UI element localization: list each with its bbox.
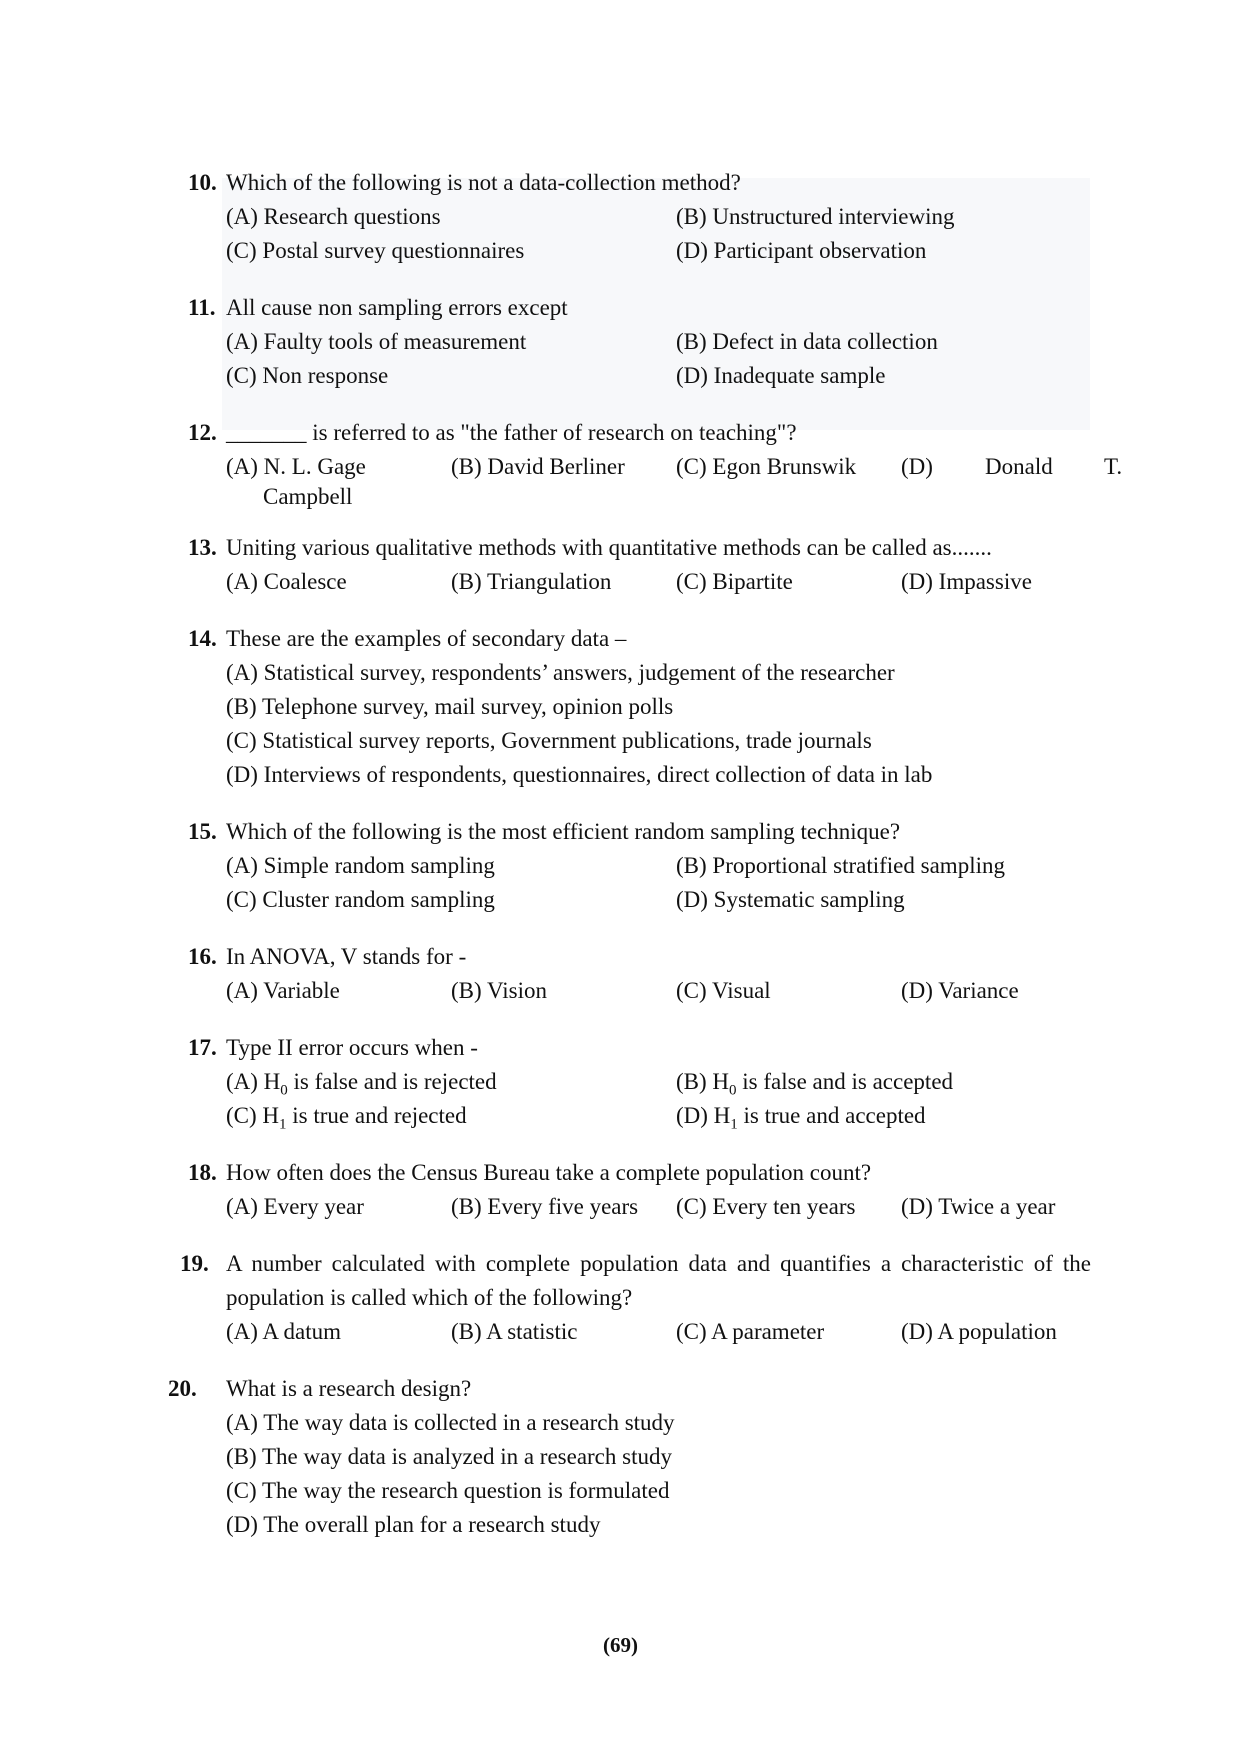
option-d: (D) Interviews of respondents, questionnaires, direct collection of data in lab (226, 762, 933, 787)
option-c: (C) Bipartite (676, 569, 793, 594)
option-c: (C) Statistical survey reports, Government publications, trade journals (226, 728, 872, 753)
question-number: 19. (180, 1251, 209, 1276)
option-d-label: (D) (901, 454, 933, 479)
option-a: (A) Coalesce (226, 569, 347, 594)
option-c: (C) A parameter (676, 1319, 825, 1344)
question-16 (0, 940, 1241, 1008)
question-page (0, 166, 1241, 1565)
option-d: (D) Impassive (901, 569, 1032, 594)
option-d: (D) Twice a year (901, 1194, 1056, 1219)
option-a: (A) $H_0$ is false and is rejected (226, 1069, 497, 1099)
option-d: (D) Variance (901, 978, 1019, 1003)
question-stem: How often does the Census Bureau take a complete population count? (226, 1160, 872, 1185)
question-13 (0, 531, 1241, 599)
option-b: (B) Telephone survey, mail survey, opinion polls (226, 694, 674, 719)
option-c: (C) Egon Brunswik (676, 454, 857, 479)
question-stem: Type II error occurs when - (226, 1035, 478, 1060)
question-number: 15. (188, 819, 217, 844)
question-number: 14. (188, 626, 217, 651)
option-c: (C) Visual (676, 978, 771, 1003)
question-14 (0, 622, 1241, 792)
option-c: (C) Every ten years (676, 1194, 856, 1219)
question-stem: A number calculated with complete population data and quantifies a characteristic of the population is called which of the following? (226, 1251, 1091, 1310)
option-c: (C) Non response (226, 363, 389, 388)
question-stem: Uniting various qualitative methods with quantitative methods can be called as....... (226, 535, 992, 560)
option-d-word-1: Donald (985, 454, 1053, 479)
option-d-word-2: T. (1104, 454, 1123, 479)
option-c: (C) $H_1$ is true and rejected (226, 1103, 467, 1133)
question-number: 12. (188, 420, 217, 445)
option-a: (A) Simple random sampling (226, 853, 495, 878)
question-number: 11. (188, 295, 216, 320)
option-a: (A) The way data is collected in a research study (226, 1410, 675, 1435)
option-c: (C) The way the research question is formulated (226, 1478, 670, 1503)
option-a: (A) Faulty tools of measurement (226, 329, 527, 354)
question-number: 13. (188, 535, 217, 560)
option-a: (A) N. L. Gage (226, 454, 366, 479)
option-b: (B) David Berliner (451, 454, 625, 479)
question-17 (0, 1031, 1241, 1133)
option-b: (B) The way data is analyzed in a research study (226, 1444, 672, 1469)
option-c: (C) Cluster random sampling (226, 887, 495, 912)
question-stem: What is a research design? (226, 1376, 472, 1401)
question-stem: _______ is referred to as "the father of research on teaching"? (226, 420, 797, 445)
option-c: (C) Postal survey questionnaires (226, 238, 525, 263)
option-b: (B) $H_0$ is false and is accepted (676, 1069, 954, 1099)
page-number: (69) (603, 1633, 638, 1657)
question-12 (0, 416, 1241, 508)
option-a: (A) Statistical survey, respondents’ answers, judgement of the researcher (226, 660, 895, 685)
option-d: (D) Participant observation (676, 238, 927, 263)
option-b: (B) Every five years (451, 1194, 639, 1219)
question-stem: These are the examples of secondary data – (226, 626, 627, 651)
question-number: 20. (168, 1376, 197, 1401)
question-11 (0, 291, 1241, 393)
question-18 (0, 1156, 1241, 1224)
question-15 (0, 815, 1241, 917)
question-stem: Which of the following is the most efficient random sampling technique? (226, 819, 901, 844)
option-b: (B) Proportional stratified sampling (676, 853, 1005, 878)
option-b: (B) Triangulation (451, 569, 612, 594)
question-number: 10. (188, 170, 217, 195)
option-d: (D) Inadequate sample (676, 363, 886, 388)
question-20 (0, 1372, 1241, 1542)
question-number: 18. (188, 1160, 217, 1185)
option-d: (D) Systematic sampling (676, 887, 905, 912)
option-b: (B) Defect in data collection (676, 329, 938, 354)
question-stem: All cause non sampling errors except (226, 295, 568, 320)
option-a: (A) A datum (226, 1319, 341, 1344)
option-a: (A) Every year (226, 1194, 364, 1219)
option-d: (D) $H_1$ is true and accepted (676, 1103, 926, 1133)
option-b: (B) A statistic (451, 1319, 578, 1344)
option-d-continuation: Campbell (263, 484, 353, 509)
option-d: (D) The overall plan for a research study (226, 1512, 601, 1537)
question-19 (0, 1247, 1241, 1349)
question-stem: Which of the following is not a data-collection method? (226, 170, 741, 195)
option-b: (B) Vision (451, 978, 547, 1003)
option-d: (D) A population (901, 1319, 1057, 1344)
question-stem: In ANOVA, V stands for - (226, 944, 467, 969)
option-a: (A) Research questions (226, 204, 441, 229)
question-10 (0, 166, 1241, 268)
option-b: (B) Unstructured interviewing (676, 204, 955, 229)
option-a: (A) Variable (226, 978, 340, 1003)
question-number: 17. (188, 1035, 217, 1060)
question-number: 16. (188, 944, 217, 969)
